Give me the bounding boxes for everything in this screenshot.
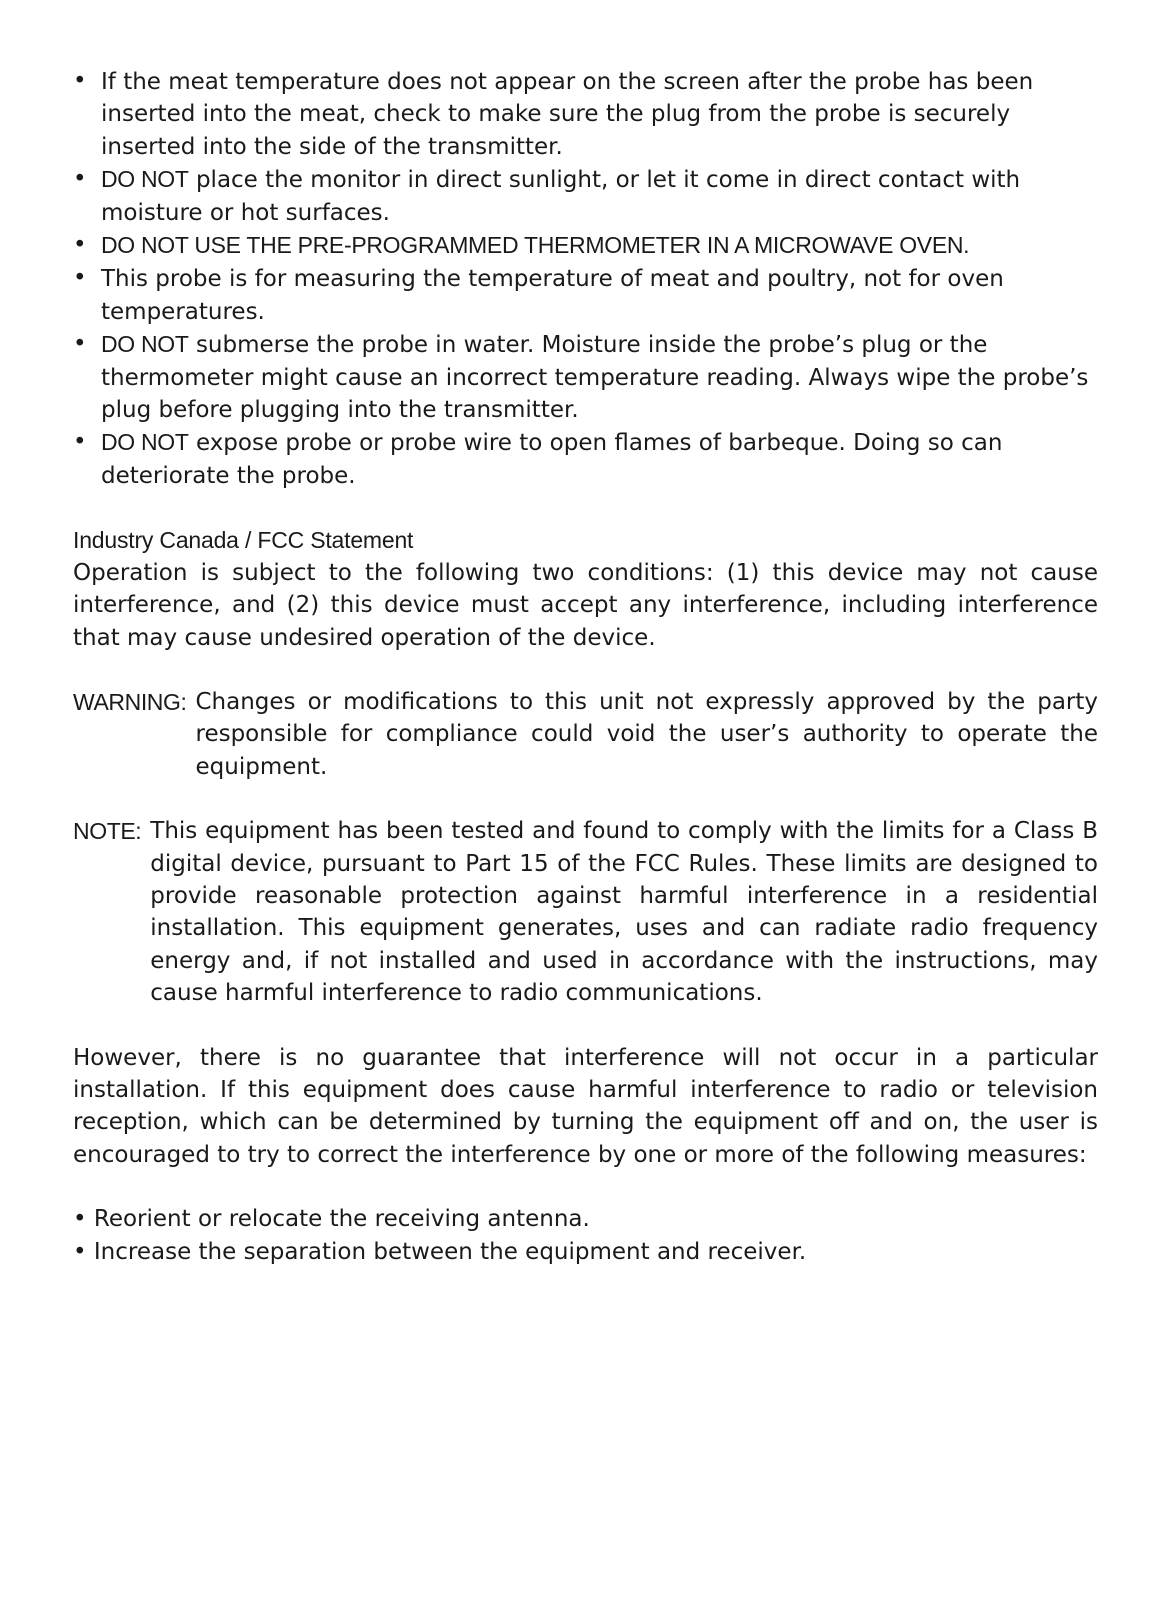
- list-item: • Reorient or relocate the receiving antenna.: [73, 1203, 1098, 1235]
- warning-block: [73, 686, 1098, 783]
- emphasis-text: DO NOT USE THE PRE-PROGRAMMED THERMOMETER IN A MICROWAVE OVEN.: [101, 232, 970, 259]
- list-item: [73, 426, 1098, 492]
- fcc-intro-paragraph: Operation is subject to the following two conditions: (1) this device may not cause interference, and (2) this device must accept any interference, including interference that may cause undesired operation of the device.: [73, 559, 1098, 651]
- list-item: • Increase the separation between the equipment and receiver.: [73, 1236, 1098, 1268]
- warning-text: Changes or modifications to this unit not expressly approved by the party responsible for compliance could void the user’s authority to operate the equipment.: [195, 688, 1098, 780]
- list-item: [73, 229, 1098, 262]
- list-item: [73, 262, 1098, 328]
- list-item-text: This probe is for measuring the temperature of meat and poultry, not for oven temperatures.: [101, 266, 1004, 325]
- list-item: [73, 65, 1098, 163]
- emphasis-text: DO NOT: [101, 166, 189, 193]
- note-label: NOTE:: [73, 818, 142, 845]
- note-text: This equipment has been tested and found to comply with the limits for a Class B digital device, pursuant to Part 15 of the FCC Rules. These limits are designed to provide reasonable protection against harmful interference in a residential installation. This equipment generates, uses and can radiate radio frequency energy and, if not installed and used in accordance with the instructions, may cause harmful interference to radio communications.: [150, 818, 1098, 1007]
- fcc-heading: Industry Canada / FCC Statement: [73, 527, 414, 554]
- emphasis-text: DO NOT: [101, 331, 189, 358]
- warning-label: WARNING:: [73, 688, 187, 715]
- measures-list: [73, 1203, 1098, 1268]
- list-item: [73, 328, 1098, 426]
- list-item-text: expose probe or probe wire to open flames of barbeque. Doing so can deteriorate the probe.: [101, 430, 1003, 489]
- emphasis-text: DO NOT: [101, 429, 189, 456]
- however-paragraph: However, there is no guarantee that interference will not occur in a particular installation. If this equipment does cause harmful interference to radio or television reception, which can be determined by turning the equipment off and on, the user is encouraged to try to correct the interference by one or more of the following measures:: [73, 1044, 1098, 1168]
- list-item-text: If the meat temperature does not appear on the screen after the probe has been inserted into the meat, check to make sure the plug from the probe is securely inserted into the side of the transmitter.: [101, 69, 1034, 160]
- precautions-list: [73, 65, 1098, 492]
- list-item-text: submerse the probe in water. Moisture inside the probe’s plug or the thermometer might cause an incorrect temperature reading. Always wipe the probe’s plug before plugging into the transmitter.: [101, 332, 1089, 424]
- list-item-text: place the monitor in direct sunlight, or let it come in direct contact with moisture or hot surfaces.: [101, 167, 1021, 226]
- note-block: [73, 815, 1098, 1009]
- list-item: [73, 163, 1098, 229]
